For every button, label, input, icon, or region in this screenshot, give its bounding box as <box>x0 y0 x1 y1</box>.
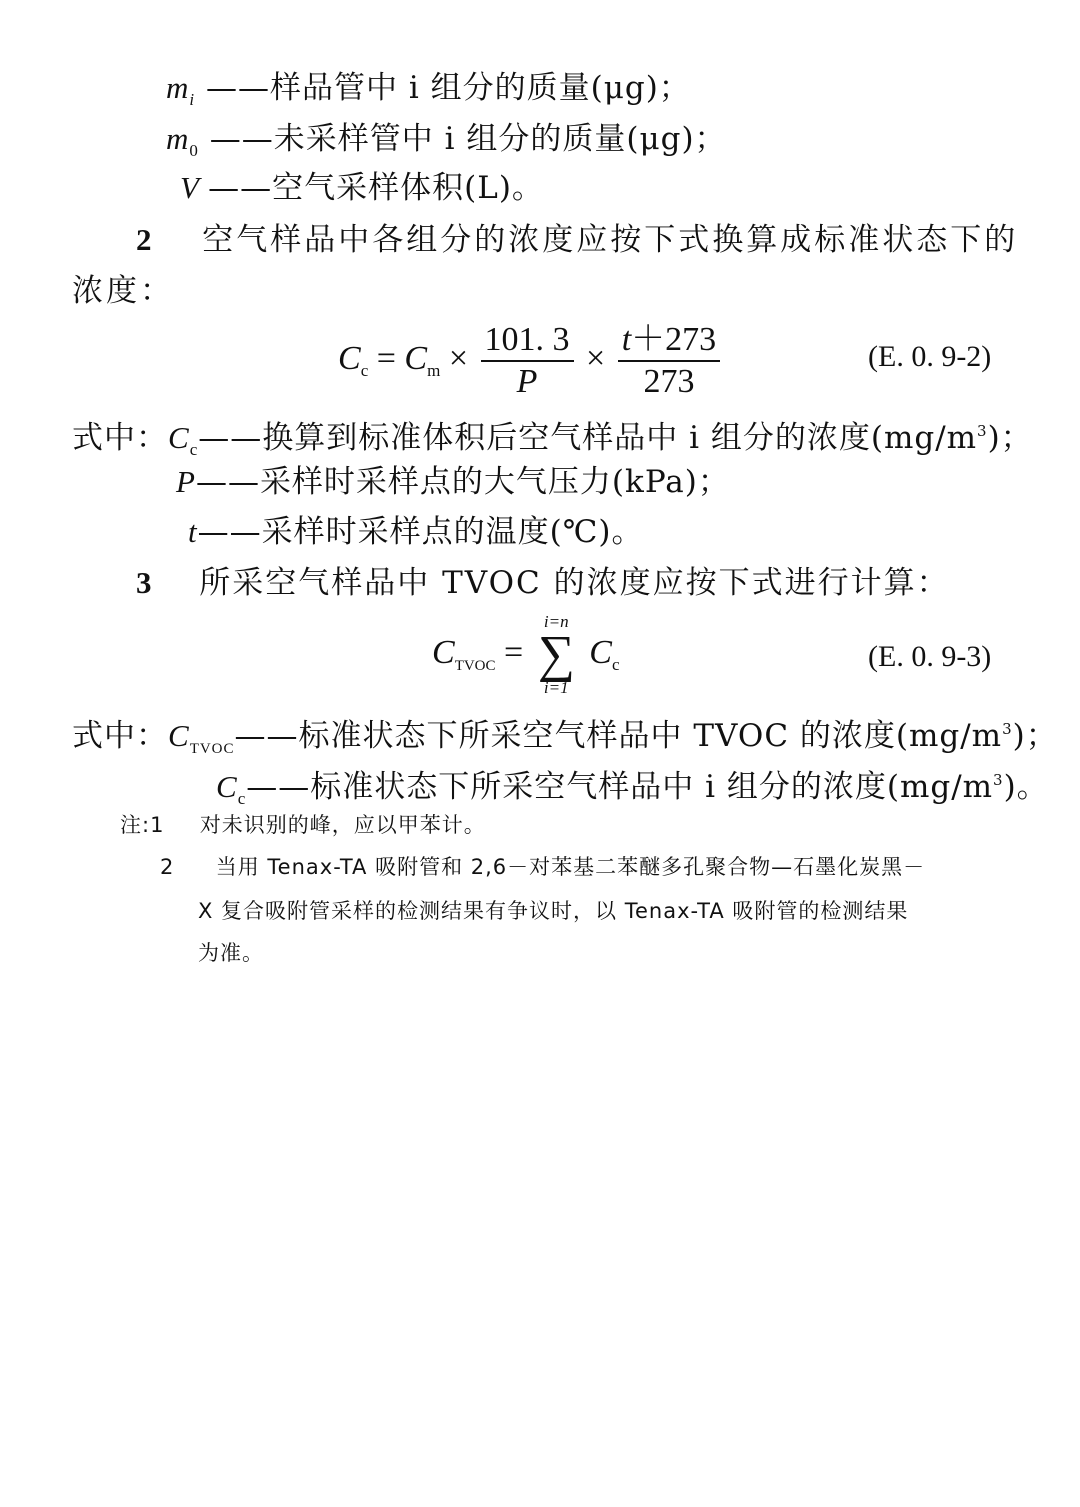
formula2-equals: = <box>504 633 524 671</box>
note-1 <box>120 810 486 840</box>
formula-cm: $C_m$ <box>404 339 441 380</box>
formula2-rhs: $C_c$ <box>589 633 620 674</box>
definition-v-text: ——空气采样体积(L)。 <box>208 170 544 206</box>
fraction-pressure <box>481 322 574 400</box>
symbol-m: $m_i$ <box>166 70 196 109</box>
definition-t-text: ——采样时采样点的温度(℃)。 <box>197 514 644 550</box>
definition-ctvoc-text: ——标准状态下所采空气样品中 TVOC 的浓度(mg/m <box>234 718 1003 754</box>
summation-sigma: ∑ <box>537 626 575 683</box>
formula2-lhs: $C_{TVOC}$ <box>432 633 496 674</box>
definition-cc-text: ——换算到标准体积后空气样品中 i 组分的浓度(mg/m <box>198 420 978 456</box>
note-2-text-1: 当用 Tenax-TA 吸附管和 2,6－对苯基二苯醚多孔聚合物—石墨化炭黑－ <box>215 855 926 879</box>
formula-equals: = <box>376 339 396 377</box>
item-2-text: 空气样品中各组分的浓度应按下式换算成标准状态下的 <box>202 222 1019 258</box>
symbol-ctvoc: $C_{TVOC}$ <box>168 718 235 757</box>
definition-ctvoc-end: )； <box>1012 718 1058 754</box>
item-2-line2 <box>72 271 174 311</box>
fraction-temperature-denominator: 273 <box>643 363 695 400</box>
definition-prefix: 式中： <box>72 420 168 456</box>
fraction-temperature-numerator: t＋273 <box>618 322 720 362</box>
item-2-text-cont: 浓度： <box>72 273 174 309</box>
item-3-line <box>136 563 950 603</box>
formula-e092 <box>338 322 724 400</box>
definition-prefix-2: 式中： <box>72 718 168 754</box>
formula-times-1: × <box>448 339 469 377</box>
fraction-pressure-numerator: 101. 3 <box>481 322 574 362</box>
item-3-text: 所采空气样品中 TVOC 的浓度应按下式进行计算： <box>199 565 950 601</box>
symbol-cc: $C_c$ <box>168 420 199 459</box>
definition-v <box>180 168 544 208</box>
symbol-t: t <box>188 514 198 549</box>
item-2-number: 2 <box>136 222 155 257</box>
definition-cc2-text: ——标准状态下所采空气样品中 i 组分的浓度(mg/m <box>246 769 994 805</box>
definition-t <box>188 512 644 552</box>
definition-mi-text: ——样品管中 i 组分的质量(μg)； <box>205 70 691 106</box>
equation-number-e092: (E. 0. 9-2) <box>868 340 992 373</box>
symbol-v: V <box>180 170 209 205</box>
definition-m0 <box>166 119 727 171</box>
formula-e093 <box>432 612 620 698</box>
summation-lower: i=1 <box>543 678 569 697</box>
definition-p-text: ——采样时采样点的大气压力(kPa)； <box>195 464 730 500</box>
note-2-text-2: X 复合吸附管采样的检测结果有争议时，以 Tenax-TA 吸附管的检测结果 <box>198 899 909 923</box>
definition-p <box>176 462 730 502</box>
note-label: 注:1 <box>120 813 165 837</box>
symbol-p: P <box>176 464 196 499</box>
note-2-number: 2 <box>160 855 175 879</box>
summation-upper: i=n <box>543 612 569 631</box>
item-2-line1 <box>136 220 1018 260</box>
superscript-3: 3 <box>1002 720 1013 738</box>
superscript-3: 3 <box>977 422 988 440</box>
definition-mi <box>166 68 691 120</box>
symbol-m0: $m_0$ <box>166 121 199 160</box>
item-3-number: 3 <box>136 565 154 600</box>
note-2-line2 <box>198 896 908 926</box>
definition-cc2-end: )。 <box>1003 769 1049 805</box>
definition-m0-text: ——未采样管中 i 组分的质量(μg)； <box>209 121 727 157</box>
formula-lhs: $C_c$ <box>338 339 369 380</box>
note-2-line3 <box>198 938 264 968</box>
note-2-line1 <box>160 852 925 882</box>
superscript-3: 3 <box>993 771 1004 789</box>
formula-times-2: × <box>586 339 606 377</box>
summation <box>538 612 575 698</box>
note-1-text: 对未识别的峰，应以甲苯计。 <box>199 813 486 837</box>
fraction-temperature <box>618 322 720 400</box>
note-2-text-3: 为准。 <box>198 941 264 965</box>
equation-number-e093: (E. 0. 9-3) <box>868 640 992 673</box>
symbol-cc-2: $C_c$ <box>216 769 247 808</box>
definition-cc-end: )； <box>987 420 1033 456</box>
fraction-pressure-denominator: P <box>516 363 538 400</box>
